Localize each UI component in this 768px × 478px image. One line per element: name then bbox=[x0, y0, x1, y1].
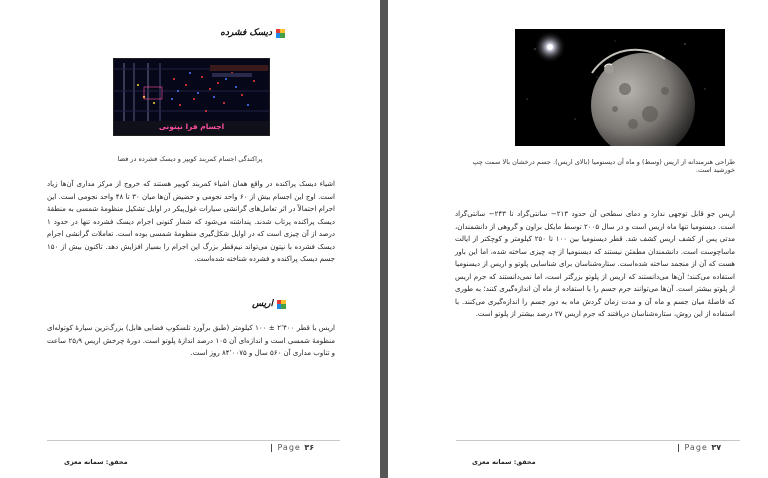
footer-rule bbox=[47, 440, 340, 441]
figure-caption: طراحی هنرمندانه از اریس (وسط) و ماه آن دیسنومیا (بالای اریس). جسم درخشان بالا سمت چپ خورشید است. bbox=[472, 158, 735, 174]
eris-artwork-image bbox=[515, 29, 725, 146]
eris-planet-graphic bbox=[515, 29, 725, 146]
section-heading-eris bbox=[252, 299, 286, 309]
author-credit: محقق: سمانه معزی bbox=[472, 458, 536, 466]
figure-caption: پراکندگی اجسام کمربند کویپر و دیسک فشرده در فضا bbox=[117, 155, 263, 163]
heading-text: اریس bbox=[252, 299, 273, 309]
page-label: Page bbox=[684, 443, 708, 452]
paragraph-eris: اریس با قطر ۲٬۴۰۰ ± ۱۰۰ کیلومتر (طبق برآورد تلسکوپ فضایی هابل) بزرگ‌ترین سیارهٔ کوتوله‌ای منظومهٔ شمسی است و اندازه‌ای آن ۱۰۵ درصد اندازهٔ پلوتو است. دورهٔ چرخش اریس ۲۵٫۹ ساعت و تناوب مداری آن ۵۶۰ سال و ۸۴٬۰۰۷۵ روز است. bbox=[47, 324, 335, 357]
page-number-value: ۳۷ bbox=[711, 443, 722, 452]
page-number: | Page ۳۶ bbox=[270, 443, 315, 452]
author-credit: محقق: سمانه معزی bbox=[64, 458, 128, 466]
section-heading-scattered-disc bbox=[220, 28, 285, 38]
paragraph-scattered-disc: اشیاء دیسک پراکنده در واقع همان اشیاء کمربند کویپر هستند که خروج از مرکز مداری آن‌ها زیاد است. اوج این اجسام بیش از ۶۰ واحد نجومی و حضیض آن‌ها میان ۳۰ تا ۴۸ واحد نجومی است. این اجرام احتمالاً در اثر تعامل‌های گرانشی سیارات غول‌پیکر در اوایل تشکیل منظومهٔ شمسی به منطقهٔ دیسک پراکنده پرتاب شدند. پنداشته می‌شود که شمار کنونی اجرام دیسک فشرده تنها در حدود ۱ درصد از آن چیزی است که در اوایل شکل‌گیری منظومهٔ شمسی بوده است. تعاملات گرانشی اجرام دیسک فشرده با نپتون می‌تواند نیم‌قطر بزرگ این اجرام را بسیار افزایش دهد. تاکنون بیش از ۱۵۰ جسم دیسک پراکنده و فشرده شناخته شده‌است. bbox=[47, 180, 335, 263]
left-page bbox=[0, 0, 380, 478]
page-gutter bbox=[380, 0, 388, 478]
page-number: | Page ۳۷ bbox=[677, 443, 722, 452]
colored-square-bullet-icon bbox=[276, 29, 285, 38]
footer-rule bbox=[456, 440, 740, 441]
colored-square-bullet-icon bbox=[277, 300, 286, 309]
image-label: اجسام فرا نپتونی bbox=[158, 122, 225, 131]
page-number-value: ۳۶ bbox=[304, 443, 315, 452]
kuiper-belt-image bbox=[113, 58, 270, 136]
heading-text: دیسک فشرده bbox=[220, 28, 272, 38]
page-label: Page bbox=[277, 443, 301, 452]
paragraph-dysnomia: اریس جو قابل توجهی ندارد و دمای سطحی آن حدود ۲۱۳− سانتی‌گراد تا ۲۴۳− سانتی‌گراد است. دیسنومیا تنها ماه اریس است و در سال ۲۰۰۵ توسط مایکل براون و گروهی از دانشمندان، مدتی پس از کشف اریس کشف شد. قطر دیسنومیا بین ۱۰۰ تا ۲۵۰ کیلومتر و کوچکتر از ایالت ماساچوست است. دانشمندان مطمئن نیستند که دیسنومیا از چه چیزی ساخته شده، اما این باور هست که آن از منجمد ساخته شده‌است. ستاره‌شناسان برای شناسایی پلوتو و اریس از دیسنومیا استفاده می‌کنند؛ آن‌ها می‌دانستند که اریس از پلوتو بزرگتر است، اما نمی‌دانستند که جرم اریس از پلوتو بیشتر است. آن‌ها می‌توانند جرم جسم را با استفاده از ماه آن اندازه‌گیری کنند؛ به طوری که فاصلهٔ میان جسم و ماه آن و مدت زمان گردش ماه به دور جسم را اندازه‌گیری می‌کنند. با استفاده از این روش، ستاره‌شناسان دریافتند که جرم اریس ۲۷ درصد بیشتر از پلوتو است. bbox=[455, 210, 736, 318]
